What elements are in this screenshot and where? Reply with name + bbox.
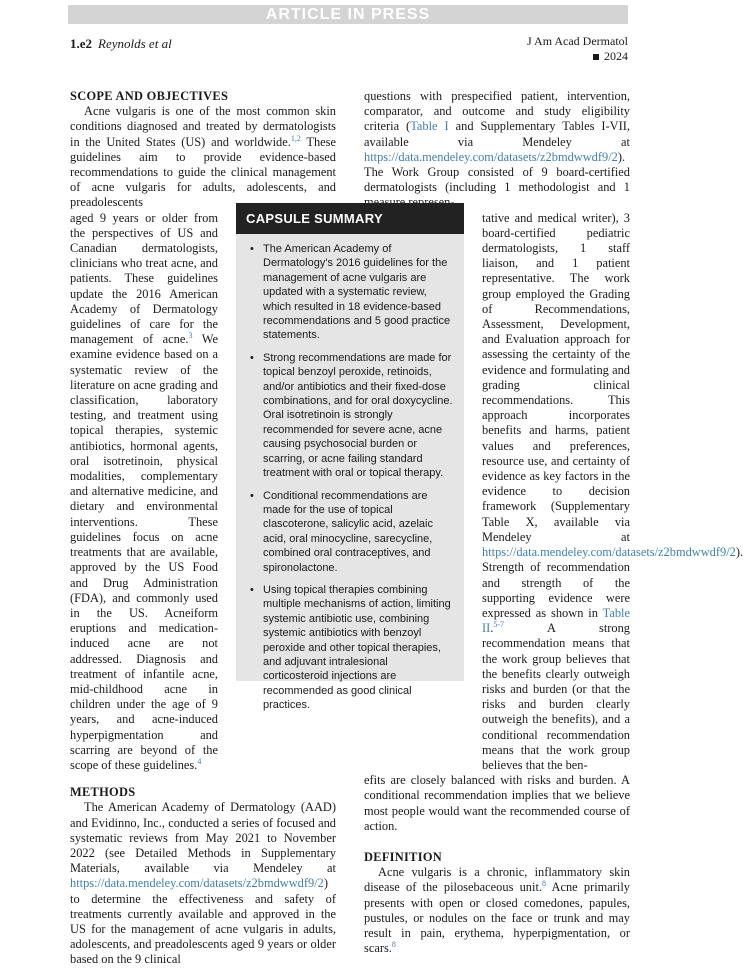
scope-paragraph-narrow — [70, 211, 218, 774]
right-text-c: ). The Work Group consisted of 9 board-certified dermatologists (including 1 methodologist and 1 — [364, 149, 630, 195]
definition-text-b: Acne primarily presents with open or closed comedones, papules, pustules, or nodules on the face or trunk and may result in pain, erythema, hyperpigmentation, or scars. — [364, 880, 631, 956]
right-text-b: and Supplementary Tables I-VII, available via Mendeley at — [364, 119, 630, 149]
capsule-summary-list — [236, 242, 464, 713]
scope-ref-2[interactable]: 3 — [188, 331, 193, 341]
scope-text-d: We examine evidence based on a systematic review of the literature on acne grading and classification, laboratory testing, and treatment using topical therapies, systemic antibiotics, hormonal agents, oral isotretinoin, physical modalities, complementary and alternative medicine, and dietary and environmental interventions. These guidelines focus on acne treatments that are available, approved by the US Food and Drug Administration (FDA), and commonly used in the US. Acneiform eruptions and medication-induced acne are not addressed. Diagnosis and treatment of infantile acne, mid-childhood acne in children under the age of 9 years, and acne-induced hyperpigmentation and scarring are beyond of the scope of these guidelines. — [70, 332, 218, 772]
table-1-link[interactable]: Table I — [410, 119, 449, 134]
right-paragraph-full — [364, 89, 630, 211]
definition-text-a: Acne vulgaris is a chronic, inflammatory skin disease of the pilosebaceous unit. — [364, 865, 630, 895]
right-text-e: ). Strength of recommendation and strength of the supporting evidence were expressed as shown in — [482, 545, 743, 620]
definition-ref-1[interactable]: 8 — [542, 879, 546, 889]
right-text-f: A strong recommendation means that the work group believes that the benefits clearly outweigh risks and burden (or that the risks and burden clearly outweigh the benefits), and a conditional recommendation means that the work group believes that the ben- — [482, 621, 630, 772]
right-ref-4[interactable]: 5-7 — [493, 619, 505, 629]
scope-heading: SCOPE AND OBJECTIVES — [70, 89, 229, 103]
square-bullet-icon — [593, 54, 599, 60]
capsule-item: • Using topical therapies combining multiple mechanisms of action, limiting systemic antibiotic use, combining systemic antibiotics with benzoyl peroxide and other topical therapies, and adjuvant intralesional corticosteroid injections are recommended as good clinical practices. — [250, 583, 454, 713]
running-authors: Reynolds et al — [98, 36, 172, 51]
capsule-summary-title: CAPSULE SUMMARY — [236, 203, 464, 234]
right-paragraph-narrow: tative and medical writer), 3 board-certified pediatric dermatologists, 1 staff liaison, and 1 patient representative. The work group employed the Grading of Recommendations, Assessment, Development, and Evaluation approach for assessing the certainty of the evidence and formulating and grading clinical recommendations. This approach incorporates benefits and harms, patient values and preferences, resource use, and certainty of evidence as key factors in the evidence to decision framework (Supplementary Table X, available via Mendeley at https://data.mendeley.com/datasets/z2bmdwwdf9/2). Strength of recommendation and strength of the supporting evidence were expressed as shown in Table II.$^{5-7}$ A strong recommendation means that the work group believes that the benefits clearly outweigh risks and burden (or that the risks and burden clearly outweigh the benefits), and a conditional recommendation means that the work group believes that the ben- — [482, 210, 743, 772]
methods-text-b: ) to determine the effectiveness and safety of treatments currently available and approved in the US for the management of acne vulgaris in adults, adolescents, and preadolescents aged 9 years or older based on the 9 clinical — [70, 876, 336, 967]
methods-heading: METHODS — [70, 785, 136, 800]
capsule-item: • Strong recommendations are made for topical benzoyl peroxide, retinoids, and/or antibiotics and their fixed-dose combinations, and for oral doxycycline. Oral isotretinoin is strongly recommended for severe acne, acne causing psychosocial burden or scarring, or acne failing standard treatment with oral or topical therapy. — [250, 351, 454, 481]
journal-name: J Am Acad Dermatol — [527, 34, 628, 48]
definition-heading: DEFINITION — [364, 849, 443, 864]
scope-paragraph-full — [70, 104, 336, 210]
right-mendeley-link-1[interactable]: https://data.mendeley.com/datasets/z2bmdwwdf9/2 — [364, 149, 618, 164]
scope-text-a: Acne vulgaris is one of the most common skin conditions diagnosed and treated by dermatologists in the United States (US) and worldwide. — [70, 104, 336, 149]
article-in-press-banner: ARTICLE IN PRESS — [68, 5, 628, 24]
capsule-item: • Conditional recommendations are made for the use of topical clascoterone, salicylic acid, azelaic acid, oral minocycline, sarecycline, combined oral contraceptives, and spironolactone. — [250, 489, 454, 575]
scope-ref-1[interactable]: 1,2 — [290, 133, 301, 143]
table-2-link[interactable]: Table II — [482, 605, 630, 636]
capsule-summary-box — [236, 203, 464, 712]
methods-paragraph — [70, 800, 336, 967]
definition-paragraph — [364, 865, 630, 956]
scope-ref-3[interactable]: 4 — [197, 756, 202, 766]
right-text-g: efits are closely balanced with risks and burden. A conditional recommendation implies that we believe most people would want the recommended course of action. — [364, 773, 630, 833]
right-text-d: tative and medical writer), 3 board-certified pediatric dermatologists, 1 staff liaison, and 1 patient representative. The work group employed the Grading of Recommendations, Assessment, Development, and Evaluation approach for assessing the certainty of the evidence and formulating and grading clinical recommendations. This approach incorporates benefits and harms, patient values and preferences, resource use, and certainty of evidence as key factors in the evidence to decision framework (Supplementary Table X, available via Mendeley at — [482, 210, 630, 544]
right-mendeley-link-2[interactable]: https://data.mendeley.com/datasets/z2bmdwwdf9/2 — [482, 545, 736, 560]
publication-year: 2024 — [604, 49, 628, 63]
scope-text-c: aged 9 years or older from the perspectives of US and Canadian dermatologists, clinicians who treat acne, and patients. These guidelines update the 2016 American Academy of Dermatology guidelines of care for the management of acne. — [70, 210, 218, 347]
page-number: 1.e2 — [70, 36, 93, 51]
definition-ref-2[interactable]: 8 — [391, 940, 396, 950]
methods-mendeley-link[interactable]: https://data.mendeley.com/datasets/z2bmdwwdf9/2 — [70, 876, 324, 891]
right-text-a: questions with prespecified patient, intervention, comparator, and outcome and study eligibility criteria ( — [364, 89, 630, 134]
right-paragraph-tail — [364, 773, 630, 834]
scope-text-b: These guidelines aim to provide evidence-based recommendations to guide the clinical management of acne vulgaris for adults, adolescents, and preadolescents — [70, 134, 336, 210]
running-header-left — [70, 36, 172, 52]
capsule-item: • The American Academy of Dermatology's 2016 guidelines for the management of acne vulgaris are updated with a systematic review, which resulted in 18 evidence-based recommendations and 5 good practice statements. — [250, 242, 454, 343]
publication-year-line — [593, 49, 628, 64]
methods-text-a: The American Academy of Dermatology (AAD) and Evidinno, Inc., conducted a series of focused and systematic reviews from May 2021 to November 2022 (see Detailed Methods in Supplementary Materials, available via Mendeley at — [70, 800, 336, 876]
